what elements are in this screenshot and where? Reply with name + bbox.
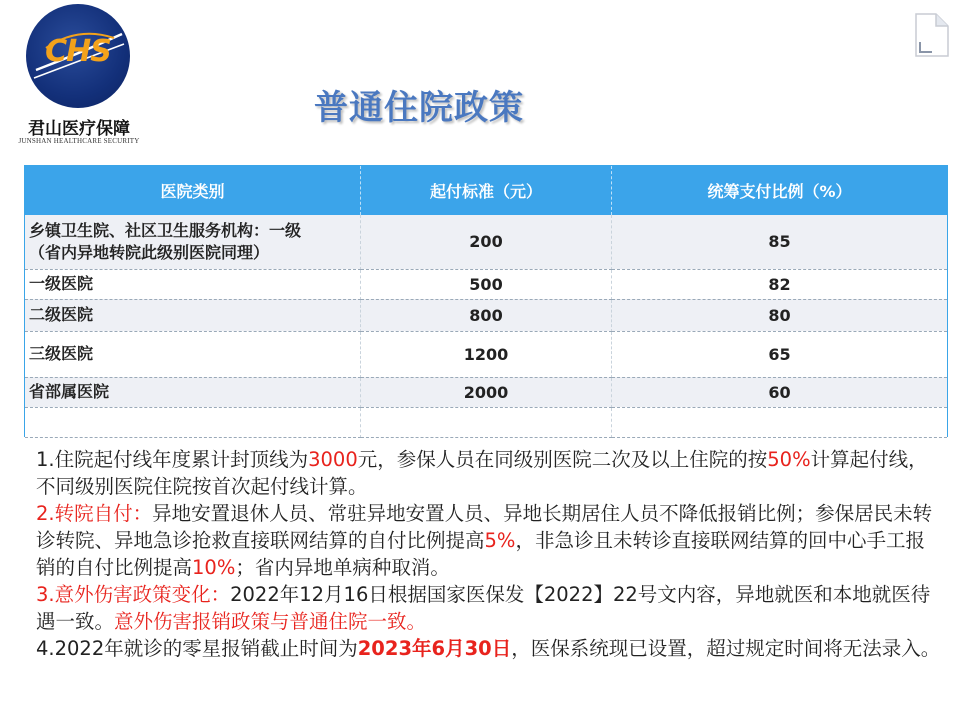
row-ratio bbox=[612, 407, 948, 437]
note-3-heading: 3.意外伤害政策变化： bbox=[36, 583, 231, 606]
logo bbox=[14, 4, 144, 146]
policy-table bbox=[24, 165, 948, 437]
table-row bbox=[25, 299, 947, 331]
policy-notes bbox=[36, 446, 942, 662]
note-4-deadline: 2023年6月30日 bbox=[357, 637, 512, 660]
header-category: 医院类别 bbox=[25, 166, 361, 215]
page-corner-icon bbox=[912, 12, 950, 58]
note-1-percent: 50% bbox=[767, 448, 811, 471]
row-category: 省部属医院 bbox=[25, 377, 361, 407]
note-1-text3: 计算起付线，不同级别医院住院按首次起付线计算。 bbox=[36, 448, 928, 498]
table-row bbox=[25, 269, 947, 299]
note-2-text2: ，非急诊且未转诊直接联网结算的回中心手工报销的自付比例提高 bbox=[36, 529, 925, 579]
note-2-text: 异地安置退休人员、常驻异地安置人员、异地长期居住人员不降低报销比例；参保居民未转诊转院、异地急诊抢救直接联网结算的自付比例提高 bbox=[36, 502, 933, 552]
note-4-text: 4.2022年就诊的零星报销截止时间为 bbox=[36, 637, 358, 660]
table-row bbox=[25, 215, 947, 269]
note-3-highlight: 意外伤害报销政策与普通住院一致。 bbox=[114, 610, 427, 633]
row-deductible: 500 bbox=[361, 269, 612, 299]
table-row-empty bbox=[25, 407, 947, 437]
row-ratio: 80 bbox=[612, 299, 948, 331]
note-4 bbox=[36, 635, 942, 662]
row-deductible: 800 bbox=[361, 299, 612, 331]
header-deductible: 起付标准（元） bbox=[361, 166, 612, 215]
note-1-cap: 3000 bbox=[308, 448, 358, 471]
row-ratio: 60 bbox=[612, 377, 948, 407]
table-row bbox=[25, 377, 947, 407]
row-ratio: 85 bbox=[612, 215, 948, 269]
note-1-text2: 元，参保人员在同级别医院二次及以上住院的按 bbox=[357, 448, 768, 471]
row-ratio: 65 bbox=[612, 331, 948, 377]
note-1-text: 1.住院起付线年度累计封顶线为 bbox=[36, 448, 309, 471]
note-4-text2: ，医保系统现已设置，超过规定时间将无法录入。 bbox=[511, 637, 941, 660]
note-1 bbox=[36, 446, 942, 500]
note-2-percent-a: 5% bbox=[484, 529, 516, 552]
row-deductible: 2000 bbox=[361, 377, 612, 407]
note-2-text3: ；省内异地单病种取消。 bbox=[235, 556, 450, 579]
note-2-heading: 2.转院自付： bbox=[36, 502, 153, 525]
row-category: 二级医院 bbox=[25, 299, 361, 331]
logo-subtitle: JUNSHAN HEALTHCARE SECURITY bbox=[18, 137, 140, 145]
row-category bbox=[25, 407, 361, 437]
row-category: 三级医院 bbox=[25, 331, 361, 377]
note-3-text: 2022年12月16日根据国家医保发【2022】22号文内容，异地就医和本地就医待遇一致。 bbox=[36, 583, 931, 633]
header-ratio: 统筹支付比例（%） bbox=[612, 166, 948, 215]
row-deductible: 1200 bbox=[361, 331, 612, 377]
category-note: （省内异地转院此级别医院同理） bbox=[29, 242, 270, 262]
logo-letters: CHS bbox=[45, 34, 111, 69]
table-row bbox=[25, 331, 947, 377]
page-title: 普通住院政策 bbox=[314, 88, 524, 128]
note-3 bbox=[36, 581, 942, 635]
row-deductible bbox=[361, 407, 612, 437]
logo-name: 君山医疗保障 bbox=[28, 119, 130, 139]
note-2 bbox=[36, 500, 942, 581]
table-header-row bbox=[25, 166, 947, 215]
row-category bbox=[25, 215, 361, 269]
category-line: 乡镇卫生院、社区卫生服务机构：一级 bbox=[29, 220, 302, 240]
row-deductible: 200 bbox=[361, 215, 612, 269]
row-category: 一级医院 bbox=[25, 269, 361, 299]
row-ratio: 82 bbox=[612, 269, 948, 299]
note-2-percent-b: 10% bbox=[192, 556, 236, 579]
